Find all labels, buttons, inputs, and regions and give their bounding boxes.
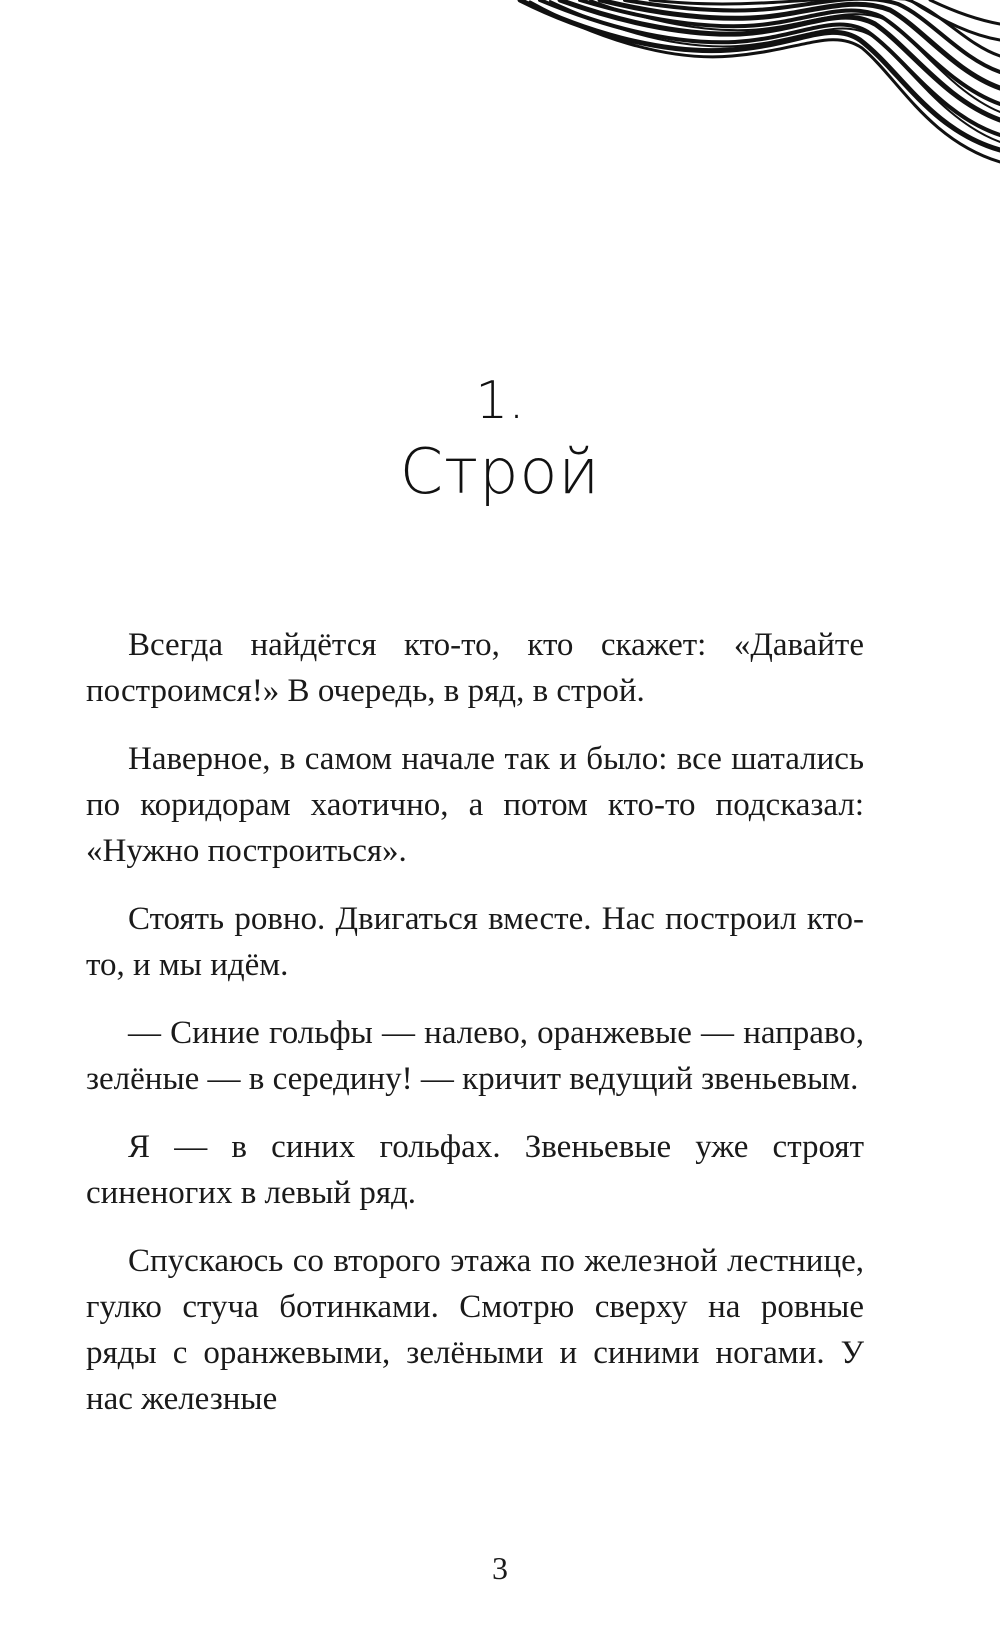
chapter-heading [0, 370, 1000, 512]
paragraph: Спускаюсь со второго этажа по железной лестнице, гулко стуча ботинками. Смотрю сверху на ровные ряды с оранжевыми, зелёными и синими ногами. У нас железные [86, 1243, 864, 1417]
chapter-title: Строй [399, 435, 601, 508]
paragraph: Наверное, в самом начале так и было: все шатались по коридорам хаотично, а потом кто-то подсказал: «Нужно построиться». [86, 741, 864, 869]
dialog-paragraph: — Синие гольфы — налево, оранжевые — направо, зелёные — в середину! — кричит ведущий звеньевым. [86, 1015, 864, 1097]
paragraph: Всегда найдётся кто-то, кто скажет: «Давайте построимся!» В очередь, в ряд, в строй. [86, 627, 864, 709]
paragraph: Стоять ровно. Двигаться вместе. Нас построил кто-то, и мы идём. [86, 901, 864, 983]
wave-ink-decoration [500, 0, 1000, 170]
chapter-number: 1. [475, 371, 525, 431]
page-number: 3 [492, 1550, 508, 1586]
chapter-body [86, 622, 864, 1444]
paragraph: Я — в синих гольфах. Звеньевые уже строят синеногих в левый ряд. [86, 1129, 864, 1211]
